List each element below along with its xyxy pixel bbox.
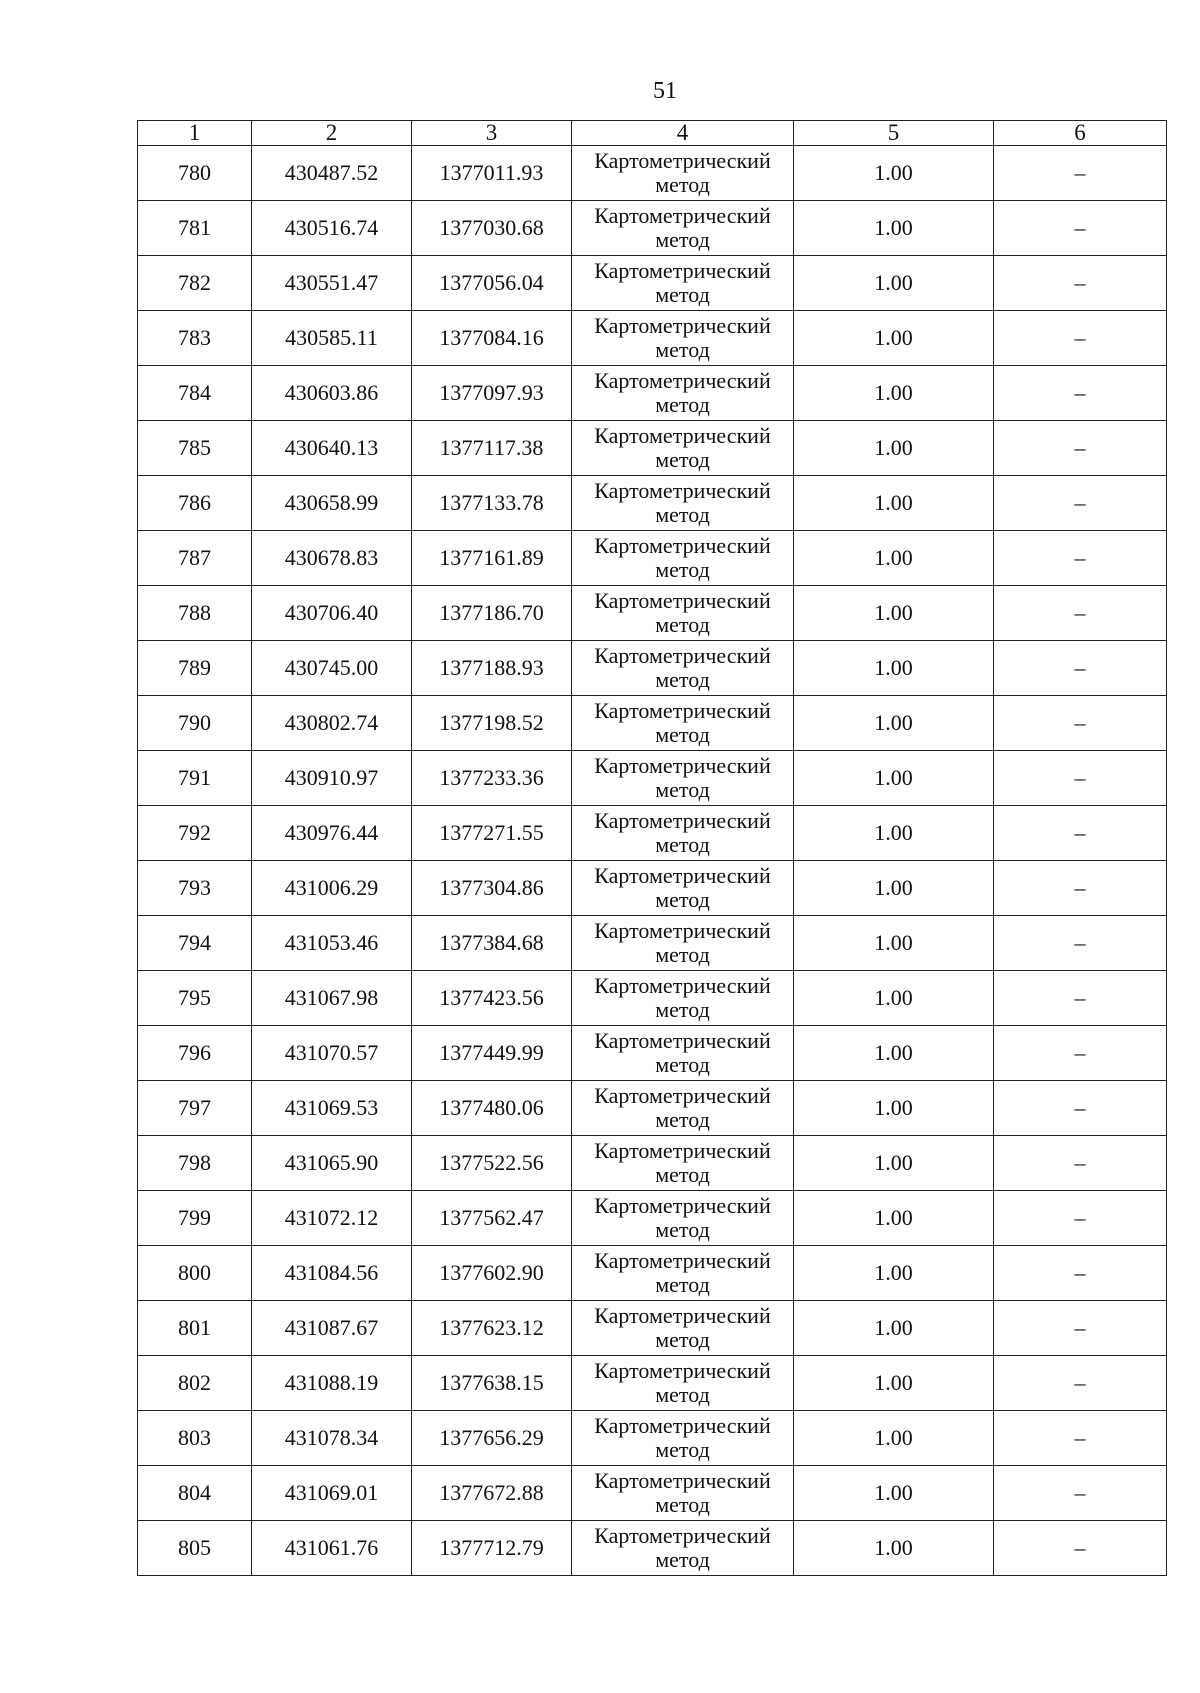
point-number-cell: 800 bbox=[138, 1246, 252, 1301]
x-coordinate-cell: 431061.76 bbox=[252, 1521, 412, 1576]
point-number-cell: 788 bbox=[138, 586, 252, 641]
method-line-2: метод bbox=[655, 1492, 710, 1517]
method-line-2: метод bbox=[655, 832, 710, 857]
method-line-2: метод bbox=[655, 722, 710, 747]
note-cell: – bbox=[994, 531, 1167, 586]
note-cell: – bbox=[994, 201, 1167, 256]
table-row bbox=[138, 1466, 1167, 1521]
point-number-cell: 789 bbox=[138, 641, 252, 696]
accuracy-cell: 1.00 bbox=[794, 916, 994, 971]
note-cell: – bbox=[994, 916, 1167, 971]
method-line-1: Картометрический bbox=[594, 423, 771, 448]
point-number-cell: 795 bbox=[138, 971, 252, 1026]
table-row bbox=[138, 1136, 1167, 1191]
y-coordinate-cell: 1377011.93 bbox=[412, 146, 572, 201]
accuracy-cell: 1.00 bbox=[794, 146, 994, 201]
y-coordinate-cell: 1377188.93 bbox=[412, 641, 572, 696]
method-line-1: Картометрический bbox=[594, 753, 771, 778]
method-line-2: метод bbox=[655, 1547, 710, 1572]
method-line-2: метод bbox=[655, 1272, 710, 1297]
method-cell bbox=[572, 1026, 794, 1081]
method-cell bbox=[572, 696, 794, 751]
method-cell bbox=[572, 1466, 794, 1521]
x-coordinate-cell: 431067.98 bbox=[252, 971, 412, 1026]
y-coordinate-cell: 1377084.16 bbox=[412, 311, 572, 366]
table-row bbox=[138, 366, 1167, 421]
table-body bbox=[138, 146, 1167, 1576]
y-coordinate-cell: 1377233.36 bbox=[412, 751, 572, 806]
point-number-cell: 796 bbox=[138, 1026, 252, 1081]
method-line-1: Картометрический bbox=[594, 478, 771, 503]
note-cell: – bbox=[994, 366, 1167, 421]
column-header-5: 5 bbox=[794, 121, 994, 146]
table-row bbox=[138, 806, 1167, 861]
x-coordinate-cell: 431088.19 bbox=[252, 1356, 412, 1411]
coordinates-table bbox=[137, 120, 1167, 1576]
column-header-2: 2 bbox=[252, 121, 412, 146]
accuracy-cell: 1.00 bbox=[794, 586, 994, 641]
accuracy-cell: 1.00 bbox=[794, 806, 994, 861]
method-line-1: Картометрический bbox=[594, 1303, 771, 1328]
y-coordinate-cell: 1377384.68 bbox=[412, 916, 572, 971]
point-number-cell: 781 bbox=[138, 201, 252, 256]
x-coordinate-cell: 431087.67 bbox=[252, 1301, 412, 1356]
table-row bbox=[138, 201, 1167, 256]
table-row bbox=[138, 1301, 1167, 1356]
x-coordinate-cell: 431006.29 bbox=[252, 861, 412, 916]
accuracy-cell: 1.00 bbox=[794, 696, 994, 751]
method-line-1: Картометрический bbox=[594, 1193, 771, 1218]
method-cell bbox=[572, 366, 794, 421]
y-coordinate-cell: 1377480.06 bbox=[412, 1081, 572, 1136]
x-coordinate-cell: 431069.01 bbox=[252, 1466, 412, 1521]
note-cell: – bbox=[994, 861, 1167, 916]
note-cell: – bbox=[994, 586, 1167, 641]
method-line-1: Картометрический bbox=[594, 313, 771, 338]
note-cell: – bbox=[994, 1026, 1167, 1081]
method-cell bbox=[572, 201, 794, 256]
point-number-cell: 785 bbox=[138, 421, 252, 476]
accuracy-cell: 1.00 bbox=[794, 531, 994, 586]
y-coordinate-cell: 1377602.90 bbox=[412, 1246, 572, 1301]
accuracy-cell: 1.00 bbox=[794, 1466, 994, 1521]
method-line-2: метод bbox=[655, 1382, 710, 1407]
method-cell bbox=[572, 476, 794, 531]
note-cell: – bbox=[994, 421, 1167, 476]
method-line-2: метод bbox=[655, 447, 710, 472]
method-cell bbox=[572, 586, 794, 641]
method-cell bbox=[572, 751, 794, 806]
x-coordinate-cell: 430706.40 bbox=[252, 586, 412, 641]
accuracy-cell: 1.00 bbox=[794, 366, 994, 421]
point-number-cell: 801 bbox=[138, 1301, 252, 1356]
note-cell: – bbox=[994, 806, 1167, 861]
point-number-cell: 805 bbox=[138, 1521, 252, 1576]
accuracy-cell: 1.00 bbox=[794, 1191, 994, 1246]
method-line-2: метод bbox=[655, 337, 710, 362]
method-cell bbox=[572, 916, 794, 971]
method-line-1: Картометрический bbox=[594, 1138, 771, 1163]
method-line-2: метод bbox=[655, 1437, 710, 1462]
method-line-1: Картометрический bbox=[594, 203, 771, 228]
note-cell: – bbox=[994, 1246, 1167, 1301]
x-coordinate-cell: 431070.57 bbox=[252, 1026, 412, 1081]
table-row bbox=[138, 146, 1167, 201]
note-cell: – bbox=[994, 1466, 1167, 1521]
y-coordinate-cell: 1377623.12 bbox=[412, 1301, 572, 1356]
note-cell: – bbox=[994, 1411, 1167, 1466]
table-row bbox=[138, 586, 1167, 641]
x-coordinate-cell: 431053.46 bbox=[252, 916, 412, 971]
y-coordinate-cell: 1377161.89 bbox=[412, 531, 572, 586]
header-row bbox=[138, 121, 1167, 146]
point-number-cell: 792 bbox=[138, 806, 252, 861]
method-line-2: метод bbox=[655, 997, 710, 1022]
method-line-2: метод bbox=[655, 612, 710, 637]
method-cell bbox=[572, 1521, 794, 1576]
point-number-cell: 804 bbox=[138, 1466, 252, 1521]
accuracy-cell: 1.00 bbox=[794, 1356, 994, 1411]
method-line-1: Картометрический bbox=[594, 918, 771, 943]
table-row bbox=[138, 971, 1167, 1026]
y-coordinate-cell: 1377056.04 bbox=[412, 256, 572, 311]
note-cell: – bbox=[994, 1081, 1167, 1136]
method-line-2: метод bbox=[655, 1107, 710, 1132]
method-cell bbox=[572, 1081, 794, 1136]
method-line-1: Картометрический bbox=[594, 1413, 771, 1438]
x-coordinate-cell: 430585.11 bbox=[252, 311, 412, 366]
note-cell: – bbox=[994, 311, 1167, 366]
method-cell bbox=[572, 1411, 794, 1466]
table-row bbox=[138, 1081, 1167, 1136]
note-cell: – bbox=[994, 1521, 1167, 1576]
x-coordinate-cell: 431065.90 bbox=[252, 1136, 412, 1191]
note-cell: – bbox=[994, 971, 1167, 1026]
column-header-4: 4 bbox=[572, 121, 794, 146]
point-number-cell: 784 bbox=[138, 366, 252, 421]
accuracy-cell: 1.00 bbox=[794, 256, 994, 311]
method-line-2: метод bbox=[655, 887, 710, 912]
method-line-1: Картометрический bbox=[594, 1083, 771, 1108]
point-number-cell: 798 bbox=[138, 1136, 252, 1191]
method-cell bbox=[572, 146, 794, 201]
x-coordinate-cell: 430551.47 bbox=[252, 256, 412, 311]
x-coordinate-cell: 430658.99 bbox=[252, 476, 412, 531]
x-coordinate-cell: 431069.53 bbox=[252, 1081, 412, 1136]
method-line-2: метод bbox=[655, 172, 710, 197]
table-row bbox=[138, 1411, 1167, 1466]
point-number-cell: 803 bbox=[138, 1411, 252, 1466]
table-row bbox=[138, 531, 1167, 586]
table-row bbox=[138, 256, 1167, 311]
method-cell bbox=[572, 971, 794, 1026]
accuracy-cell: 1.00 bbox=[794, 311, 994, 366]
note-cell: – bbox=[994, 476, 1167, 531]
method-line-1: Картометрический bbox=[594, 588, 771, 613]
method-cell bbox=[572, 421, 794, 476]
y-coordinate-cell: 1377656.29 bbox=[412, 1411, 572, 1466]
method-line-2: метод bbox=[655, 667, 710, 692]
method-line-2: метод bbox=[655, 557, 710, 582]
note-cell: – bbox=[994, 146, 1167, 201]
y-coordinate-cell: 1377562.47 bbox=[412, 1191, 572, 1246]
method-line-2: метод bbox=[655, 777, 710, 802]
point-number-cell: 799 bbox=[138, 1191, 252, 1246]
accuracy-cell: 1.00 bbox=[794, 1521, 994, 1576]
method-line-2: метод bbox=[655, 392, 710, 417]
x-coordinate-cell: 430802.74 bbox=[252, 696, 412, 751]
accuracy-cell: 1.00 bbox=[794, 476, 994, 531]
column-header-3: 3 bbox=[412, 121, 572, 146]
accuracy-cell: 1.00 bbox=[794, 1411, 994, 1466]
point-number-cell: 782 bbox=[138, 256, 252, 311]
accuracy-cell: 1.00 bbox=[794, 1026, 994, 1081]
method-line-1: Картометрический bbox=[594, 1468, 771, 1493]
method-line-1: Картометрический bbox=[594, 1358, 771, 1383]
method-cell bbox=[572, 1301, 794, 1356]
x-coordinate-cell: 430910.97 bbox=[252, 751, 412, 806]
method-cell bbox=[572, 641, 794, 696]
x-coordinate-cell: 430640.13 bbox=[252, 421, 412, 476]
y-coordinate-cell: 1377522.56 bbox=[412, 1136, 572, 1191]
point-number-cell: 797 bbox=[138, 1081, 252, 1136]
method-cell bbox=[572, 806, 794, 861]
point-number-cell: 794 bbox=[138, 916, 252, 971]
method-line-1: Картометрический bbox=[594, 1523, 771, 1548]
note-cell: – bbox=[994, 696, 1167, 751]
accuracy-cell: 1.00 bbox=[794, 1081, 994, 1136]
method-cell bbox=[572, 861, 794, 916]
accuracy-cell: 1.00 bbox=[794, 751, 994, 806]
method-line-2: метод bbox=[655, 227, 710, 252]
method-line-1: Картометрический bbox=[594, 258, 771, 283]
y-coordinate-cell: 1377030.68 bbox=[412, 201, 572, 256]
x-coordinate-cell: 430487.52 bbox=[252, 146, 412, 201]
x-coordinate-cell: 430678.83 bbox=[252, 531, 412, 586]
accuracy-cell: 1.00 bbox=[794, 421, 994, 476]
method-cell bbox=[572, 1356, 794, 1411]
method-line-2: метод bbox=[655, 1162, 710, 1187]
x-coordinate-cell: 430516.74 bbox=[252, 201, 412, 256]
y-coordinate-cell: 1377304.86 bbox=[412, 861, 572, 916]
method-line-1: Картометрический bbox=[594, 533, 771, 558]
accuracy-cell: 1.00 bbox=[794, 971, 994, 1026]
table-row bbox=[138, 1026, 1167, 1081]
method-line-1: Картометрический bbox=[594, 1248, 771, 1273]
method-cell bbox=[572, 531, 794, 586]
method-cell bbox=[572, 1246, 794, 1301]
accuracy-cell: 1.00 bbox=[794, 1136, 994, 1191]
method-line-1: Картометрический bbox=[594, 368, 771, 393]
y-coordinate-cell: 1377097.93 bbox=[412, 366, 572, 421]
method-line-1: Картометрический bbox=[594, 698, 771, 723]
x-coordinate-cell: 431072.12 bbox=[252, 1191, 412, 1246]
method-cell bbox=[572, 256, 794, 311]
table-row bbox=[138, 861, 1167, 916]
method-cell bbox=[572, 1191, 794, 1246]
note-cell: – bbox=[994, 641, 1167, 696]
note-cell: – bbox=[994, 256, 1167, 311]
point-number-cell: 793 bbox=[138, 861, 252, 916]
method-line-1: Картометрический bbox=[594, 148, 771, 173]
note-cell: – bbox=[994, 751, 1167, 806]
point-number-cell: 802 bbox=[138, 1356, 252, 1411]
table-row bbox=[138, 1521, 1167, 1576]
page-number: 51 bbox=[653, 78, 677, 104]
point-number-cell: 780 bbox=[138, 146, 252, 201]
y-coordinate-cell: 1377117.38 bbox=[412, 421, 572, 476]
accuracy-cell: 1.00 bbox=[794, 201, 994, 256]
column-header-6: 6 bbox=[994, 121, 1167, 146]
table-row bbox=[138, 476, 1167, 531]
method-line-2: метод bbox=[655, 1327, 710, 1352]
note-cell: – bbox=[994, 1191, 1167, 1246]
x-coordinate-cell: 431078.34 bbox=[252, 1411, 412, 1466]
method-line-2: метод bbox=[655, 942, 710, 967]
note-cell: – bbox=[994, 1356, 1167, 1411]
point-number-cell: 783 bbox=[138, 311, 252, 366]
method-line-2: метод bbox=[655, 502, 710, 527]
method-line-1: Картометрический bbox=[594, 1028, 771, 1053]
method-cell bbox=[572, 1136, 794, 1191]
x-coordinate-cell: 430745.00 bbox=[252, 641, 412, 696]
method-line-1: Картометрический bbox=[594, 808, 771, 833]
table-header bbox=[138, 121, 1167, 146]
y-coordinate-cell: 1377449.99 bbox=[412, 1026, 572, 1081]
y-coordinate-cell: 1377198.52 bbox=[412, 696, 572, 751]
x-coordinate-cell: 430976.44 bbox=[252, 806, 412, 861]
accuracy-cell: 1.00 bbox=[794, 1246, 994, 1301]
point-number-cell: 790 bbox=[138, 696, 252, 751]
method-line-1: Картометрический bbox=[594, 643, 771, 668]
y-coordinate-cell: 1377133.78 bbox=[412, 476, 572, 531]
note-cell: – bbox=[994, 1136, 1167, 1191]
y-coordinate-cell: 1377423.56 bbox=[412, 971, 572, 1026]
accuracy-cell: 1.00 bbox=[794, 641, 994, 696]
method-line-1: Картометрический bbox=[594, 863, 771, 888]
table-row bbox=[138, 751, 1167, 806]
table-row bbox=[138, 1356, 1167, 1411]
x-coordinate-cell: 431084.56 bbox=[252, 1246, 412, 1301]
y-coordinate-cell: 1377638.15 bbox=[412, 1356, 572, 1411]
table-row bbox=[138, 696, 1167, 751]
method-cell bbox=[572, 311, 794, 366]
point-number-cell: 786 bbox=[138, 476, 252, 531]
table-row bbox=[138, 1246, 1167, 1301]
point-number-cell: 787 bbox=[138, 531, 252, 586]
table-row bbox=[138, 641, 1167, 696]
method-line-2: метод bbox=[655, 1217, 710, 1242]
y-coordinate-cell: 1377271.55 bbox=[412, 806, 572, 861]
y-coordinate-cell: 1377672.88 bbox=[412, 1466, 572, 1521]
point-number-cell: 791 bbox=[138, 751, 252, 806]
x-coordinate-cell: 430603.86 bbox=[252, 366, 412, 421]
method-line-2: метод bbox=[655, 1052, 710, 1077]
table-row bbox=[138, 421, 1167, 476]
column-header-1: 1 bbox=[138, 121, 252, 146]
note-cell: – bbox=[994, 1301, 1167, 1356]
method-line-2: метод bbox=[655, 282, 710, 307]
y-coordinate-cell: 1377712.79 bbox=[412, 1521, 572, 1576]
table-row bbox=[138, 1191, 1167, 1246]
y-coordinate-cell: 1377186.70 bbox=[412, 586, 572, 641]
table-row bbox=[138, 311, 1167, 366]
accuracy-cell: 1.00 bbox=[794, 1301, 994, 1356]
accuracy-cell: 1.00 bbox=[794, 861, 994, 916]
method-line-1: Картометрический bbox=[594, 973, 771, 998]
table-row bbox=[138, 916, 1167, 971]
